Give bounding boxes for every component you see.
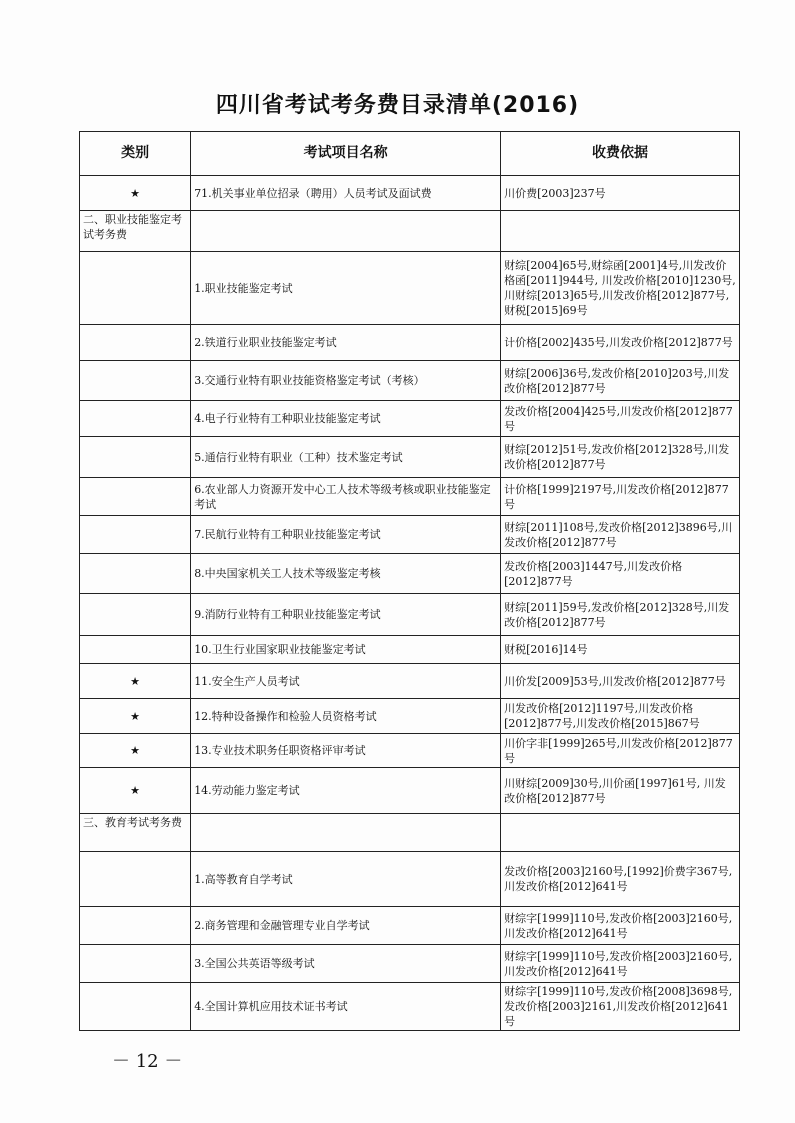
header-exam-name: 考试项目名称 bbox=[191, 132, 501, 176]
exam-name-cell: 3.交通行业特有职业技能资格鉴定考试（考核） bbox=[191, 361, 501, 401]
exam-name-cell: 4.全国计算机应用技术证书考试 bbox=[191, 983, 501, 1031]
table-row bbox=[80, 814, 740, 852]
table-row bbox=[80, 437, 740, 478]
category-cell bbox=[80, 401, 191, 437]
category-cell: ★ bbox=[80, 176, 191, 211]
category-cell bbox=[80, 252, 191, 325]
table-header-row bbox=[80, 132, 740, 176]
exam-name-cell: 4.电子行业特有工种职业技能鉴定考试 bbox=[191, 401, 501, 437]
exam-name-cell: 2.商务管理和金融管理专业自学考试 bbox=[191, 907, 501, 945]
category-cell: ★ bbox=[80, 734, 191, 768]
fee-basis-cell: 财综[2006]36号,发改价格[2010]203号,川发改价格[2012]877号 bbox=[501, 361, 740, 401]
category-cell: ★ bbox=[80, 699, 191, 734]
table-row bbox=[80, 361, 740, 401]
table-row bbox=[80, 401, 740, 437]
exam-name-cell: 14.劳动能力鉴定考试 bbox=[191, 768, 501, 814]
exam-name-cell: 9.消防行业特有工种职业技能鉴定考试 bbox=[191, 594, 501, 636]
fee-basis-cell: 川发改价格[2012]1197号,川发改价格[2012]877号,川发改价格[2015]867号 bbox=[501, 699, 740, 734]
header-category: 类别 bbox=[80, 132, 191, 176]
exam-name-cell bbox=[191, 814, 501, 852]
category-cell bbox=[80, 945, 191, 983]
exam-name-cell: 8.中央国家机关工人技术等级鉴定考核 bbox=[191, 554, 501, 594]
table-row bbox=[80, 325, 740, 361]
table-row bbox=[80, 852, 740, 907]
fee-basis-cell: 发改价格[2003]1447号,川发改价格[2012]877号 bbox=[501, 554, 740, 594]
category-cell bbox=[80, 636, 191, 664]
fee-basis-cell: 计价格[2002]435号,川发改价格[2012]877号 bbox=[501, 325, 740, 361]
category-cell bbox=[80, 478, 191, 516]
exam-name-cell: 12.特种设备操作和检验人员资格考试 bbox=[191, 699, 501, 734]
exam-name-cell: 11.安全生产人员考试 bbox=[191, 664, 501, 699]
table-row bbox=[80, 907, 740, 945]
category-cell bbox=[80, 983, 191, 1031]
category-cell bbox=[80, 361, 191, 401]
table-row bbox=[80, 699, 740, 734]
fee-basis-cell: 财综[2012]51号,发改价格[2012]328号,川发改价格[2012]877号 bbox=[501, 437, 740, 478]
section-heading-cell: 三、教育考试考务费 bbox=[80, 814, 191, 852]
fee-catalog-table bbox=[79, 131, 740, 1031]
fee-basis-cell: 财综[2011]59号,发改价格[2012]328号,川发改价格[2012]877号 bbox=[501, 594, 740, 636]
table-row bbox=[80, 734, 740, 768]
exam-name-cell bbox=[191, 211, 501, 252]
exam-name-cell: 6.农业部人力资源开发中心工人技术等级考核或职业技能鉴定考试 bbox=[191, 478, 501, 516]
fee-basis-cell bbox=[501, 814, 740, 852]
table-row bbox=[80, 983, 740, 1031]
fee-basis-cell: 发改价格[2003]2160号,[1992]价费字367号,川发改价格[2012]641号 bbox=[501, 852, 740, 907]
page-number: － 12 － bbox=[112, 1051, 183, 1072]
fee-basis-cell: 川价字非[1999]265号,川发改价格[2012]877号 bbox=[501, 734, 740, 768]
table-row bbox=[80, 594, 740, 636]
exam-name-cell: 2.铁道行业职业技能鉴定考试 bbox=[191, 325, 501, 361]
header-fee-basis: 收费依据 bbox=[501, 132, 740, 176]
table-row bbox=[80, 478, 740, 516]
exam-name-cell: 1.高等教育自学考试 bbox=[191, 852, 501, 907]
table-row bbox=[80, 252, 740, 325]
table-row bbox=[80, 945, 740, 983]
category-cell: ★ bbox=[80, 768, 191, 814]
category-cell bbox=[80, 325, 191, 361]
fee-basis-cell: 川财综[2009]30号,川价函[1997]61号, 川发改价格[2012]877号 bbox=[501, 768, 740, 814]
fee-basis-cell: 财综[2004]65号,财综函[2001]4号,川发改价格函[2011]944号, 川发改价格[2010]1230号,川财综[2013]65号,川发改价格[2012]877号,财税[2015]69号 bbox=[501, 252, 740, 325]
category-cell bbox=[80, 594, 191, 636]
table-row bbox=[80, 664, 740, 699]
exam-name-cell: 13.专业技术职务任职资格评审考试 bbox=[191, 734, 501, 768]
category-cell bbox=[80, 554, 191, 594]
table-row bbox=[80, 211, 740, 252]
fee-basis-cell: 财综字[1999]110号,发改价格[2008]3698号,发改价格[2003]2161,川发改价格[2012]641号 bbox=[501, 983, 740, 1031]
table-row bbox=[80, 768, 740, 814]
exam-name-cell: 7.民航行业特有工种职业技能鉴定考试 bbox=[191, 516, 501, 554]
fee-basis-cell: 计价格[1999]2197号,川发改价格[2012]877号 bbox=[501, 478, 740, 516]
exam-name-cell: 1.职业技能鉴定考试 bbox=[191, 252, 501, 325]
fee-basis-cell: 川价费[2003]237号 bbox=[501, 176, 740, 211]
fee-basis-cell: 发改价格[2004]425号,川发改价格[2012]877号 bbox=[501, 401, 740, 437]
page-title: 四川省考试考务费目录清单(2016) bbox=[215, 93, 580, 118]
exam-name-cell: 71.机关事业单位招录（聘用）人员考试及面试费 bbox=[191, 176, 501, 211]
fee-basis-cell: 财综字[1999]110号,发改价格[2003]2160号,川发改价格[2012]641号 bbox=[501, 945, 740, 983]
section-heading-cell: 二、职业技能鉴定考试考务费 bbox=[80, 211, 191, 252]
fee-basis-cell bbox=[501, 211, 740, 252]
fee-basis-cell: 财综字[1999]110号,发改价格[2003]2160号,川发改价格[2012]641号 bbox=[501, 907, 740, 945]
exam-name-cell: 5.通信行业特有职业（工种）技术鉴定考试 bbox=[191, 437, 501, 478]
category-cell bbox=[80, 907, 191, 945]
category-cell bbox=[80, 516, 191, 554]
category-cell bbox=[80, 852, 191, 907]
table-row bbox=[80, 176, 740, 211]
table-row bbox=[80, 516, 740, 554]
category-cell: ★ bbox=[80, 664, 191, 699]
fee-basis-cell: 川价发[2009]53号,川发改价格[2012]877号 bbox=[501, 664, 740, 699]
exam-name-cell: 10.卫生行业国家职业技能鉴定考试 bbox=[191, 636, 501, 664]
table-row bbox=[80, 636, 740, 664]
fee-basis-cell: 财综[2011]108号,发改价格[2012]3896号,川发改价格[2012]877号 bbox=[501, 516, 740, 554]
exam-name-cell: 3.全国公共英语等级考试 bbox=[191, 945, 501, 983]
category-cell bbox=[80, 437, 191, 478]
fee-basis-cell: 财税[2016]14号 bbox=[501, 636, 740, 664]
table-row bbox=[80, 554, 740, 594]
